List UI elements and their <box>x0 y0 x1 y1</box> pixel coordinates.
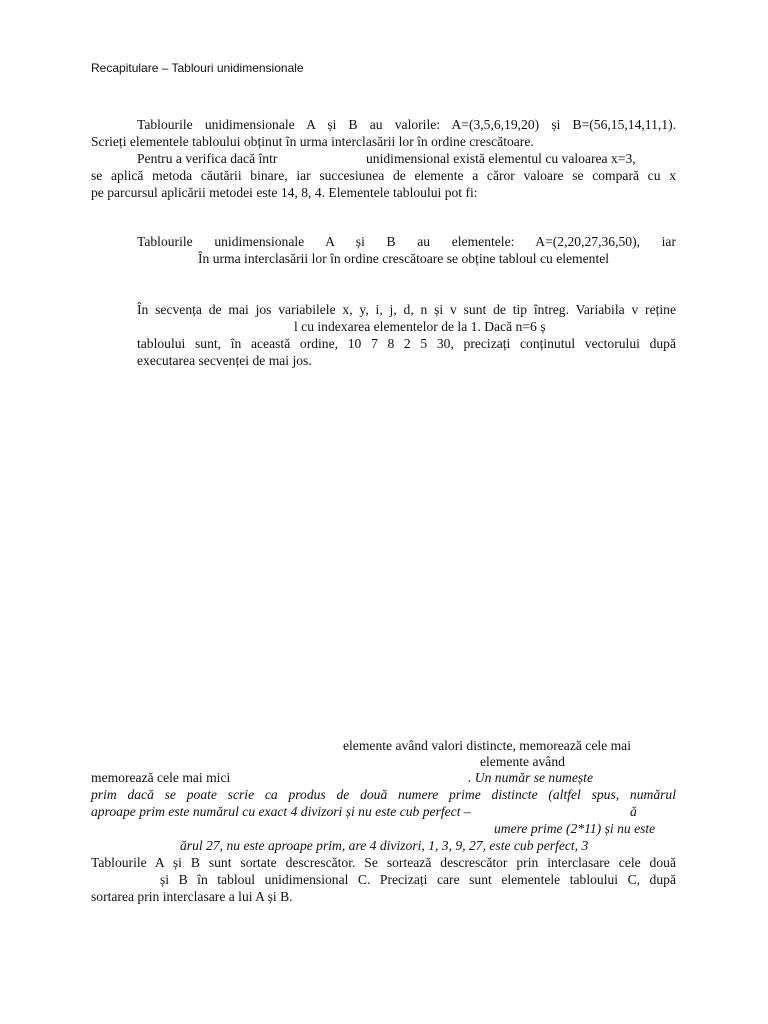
exercise-5-line-4: prim dacă se poate scrie ca produs de două numere prime distincte (altfel spus, numărul <box>91 787 676 802</box>
exercise-5-line-6: umere prime (2*11) și nu este <box>494 821 656 836</box>
exercise-2-line-1-right: unidimensional există elementul cu valoarea x=3, <box>366 151 636 166</box>
page-header: Recapitulare – Tablouri unidimensionale <box>91 61 304 75</box>
exercise-6-line-2: și B în tabloul unidimensional C. Precizați care sunt elementele tabloului C, după <box>160 872 676 887</box>
exercise-2-line-1-left: Pentru a verifica dacă într <box>137 151 278 166</box>
exercise-5-line-3-right: . Un număr se numește <box>468 770 593 785</box>
exercise-3-line-2: În urma interclasării lor în ordine crescătoare se obține tabloul cu elementel <box>198 251 610 266</box>
exercise-2-line-2: se aplică metoda căutării binare, iar succesiunea de elemente a căror valoare se compară cu x <box>91 168 676 183</box>
exercise-5-line-3-left: memorează cele mai mici <box>91 770 231 785</box>
exercise-1-line-1: Tablourile unidimensionale A și B au valorile: A=(3,5,6,19,20) și B=(56,15,14,11,1). <box>137 117 676 132</box>
exercise-4-line-4: executarea secvenței de mai jos. <box>137 353 312 368</box>
exercise-5-line-2: elemente având <box>480 754 565 769</box>
exercise-3-line-1: Tablourile unidimensionale A și B au elementele: A=(2,20,27,36,50), iar <box>137 234 676 249</box>
exercise-4-line-1: În secvența de mai jos variabilele x, y, i, j, d, n și v sunt de tip întreg. Variabila v reține <box>137 302 676 317</box>
exercise-5-line-1: elemente având valori distincte, memorează cele mai <box>343 738 631 753</box>
exercise-6-line-1: Tablourile A și B sunt sortate descrescător. Se sortează descrescător prin interclasare cele două <box>91 855 676 870</box>
exercise-1-line-2: Scrieți elementele tabloului obținut în urma interclasării lor în ordine crescătoare. <box>91 134 534 149</box>
exercise-4-line-2: l cu indexarea elementelor de la 1. Dacă n=6 ș <box>294 319 546 334</box>
exercise-5-line-7: ărul 27, nu este aproape prim, are 4 divizori, 1, 3, 9, 27, este cub perfect, 3 <box>180 838 589 853</box>
exercise-2-line-3: pe parcursul aplicării metodei este 14, 8, 4. Elementele tabloului pot fi: <box>91 185 478 200</box>
exercise-6-line-3: sortarea prin interclasare a lui A și B. <box>91 889 293 904</box>
exercise-5-line-5-right: ă <box>630 804 637 819</box>
exercise-5-line-5: aproape prim este numărul cu exact 4 divizori și nu este cub perfect – <box>91 804 471 819</box>
exercise-4-line-3: tabloului sunt, în această ordine, 10 7 8 2 5 30, precizați conținutul vectorului după <box>137 336 676 351</box>
